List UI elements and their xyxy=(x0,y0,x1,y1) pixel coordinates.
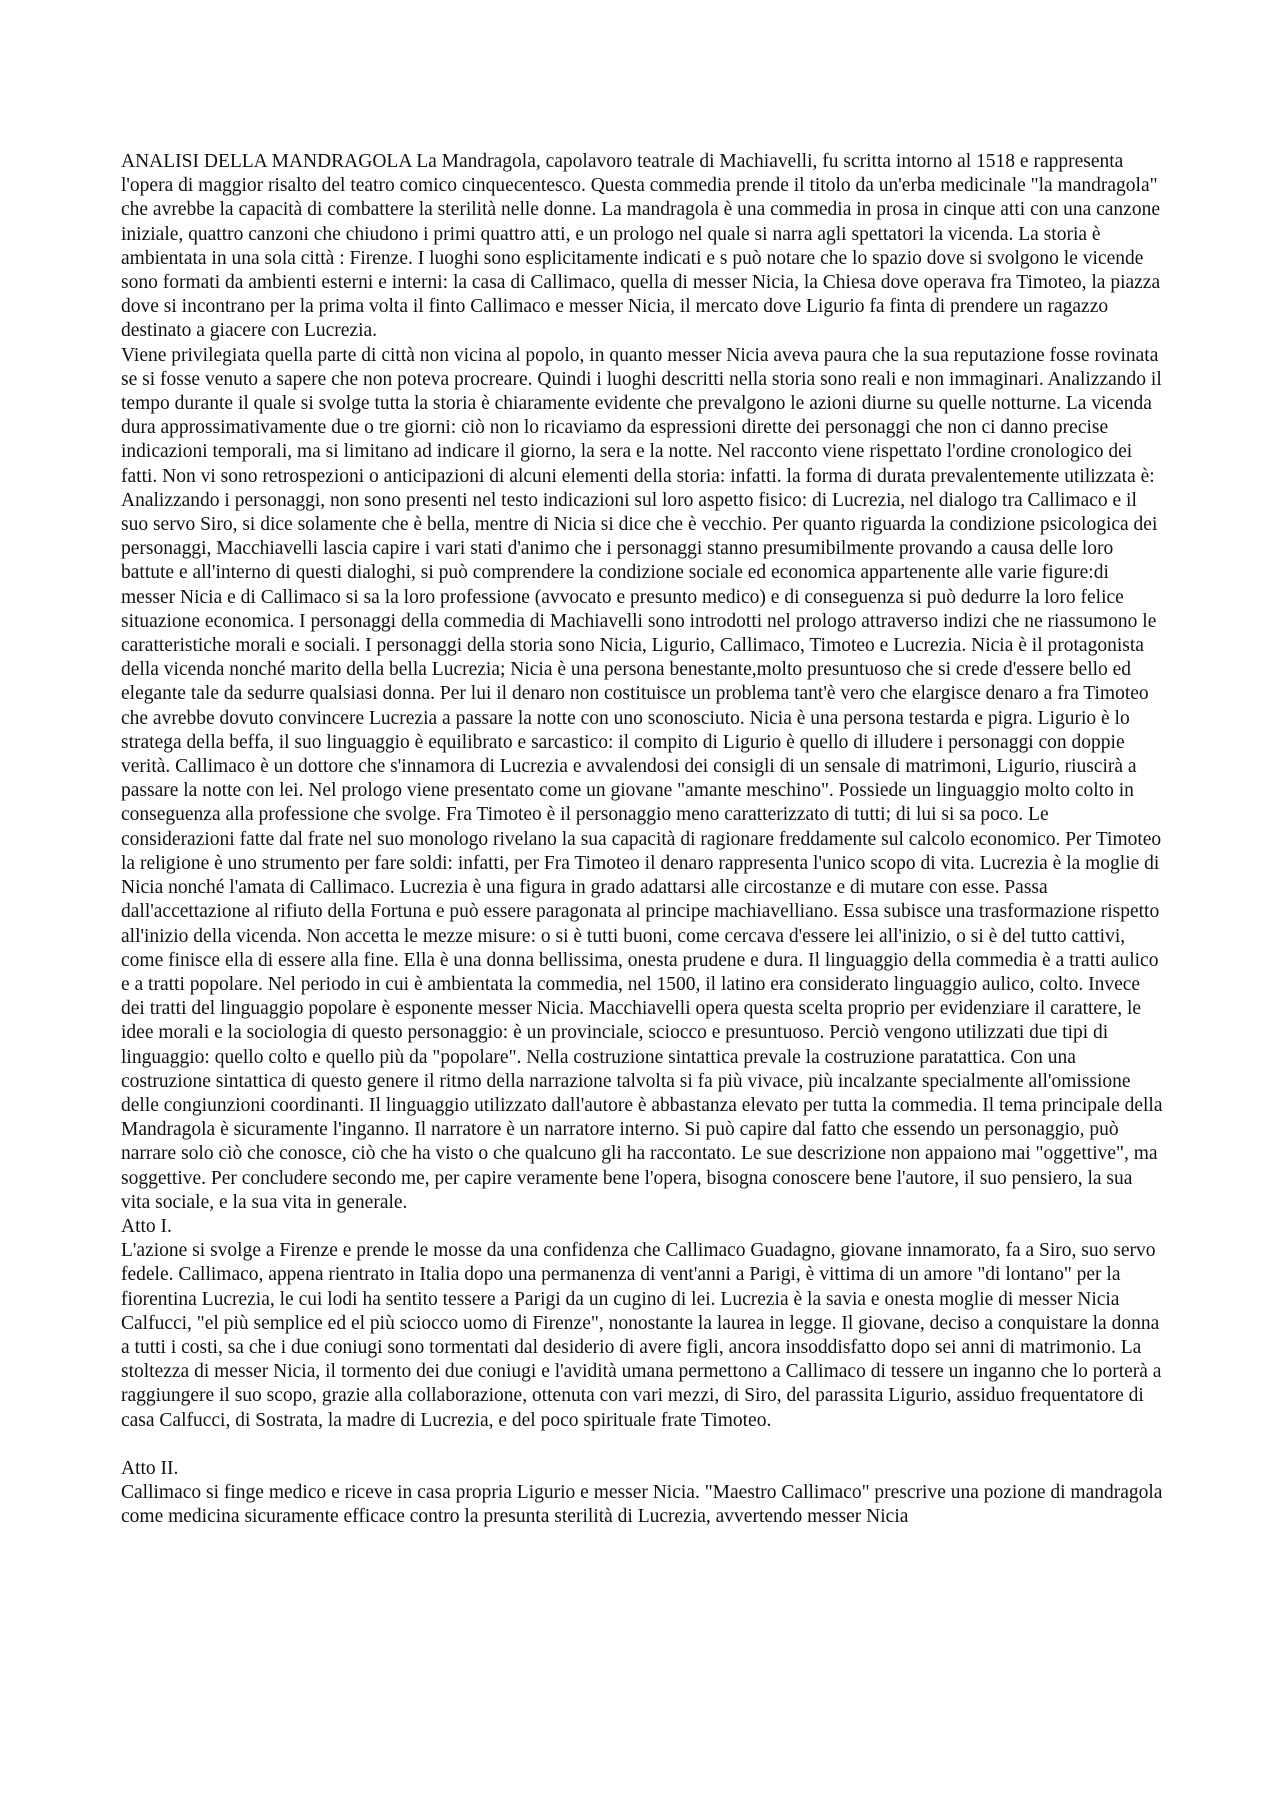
paragraph-analysis: Viene privilegiata quella parte di città non vicina al popolo, in quanto messer Nicia aveva paura che la sua reputazione fosse rovinata se si fosse venuto a sapere che non poteva procreare. Quindi i luoghi descritti nella storia sono reali e non immaginari. Analizzando il tempo durante il quale si svolge tutta la storia è chiaramente evidente che prevalgono le azioni diurne su quelle notturne. La vicenda dura approssimativamente due o tre giorni: ciò non lo ricaviamo da espressioni dirette dei personaggi che non ci danno precise indicazioni temporali, ma si limitano ad indicare il giorno, la sera e la notte. Nel racconto viene rispettato l'ordine cronologico dei fatti. Non vi sono retrospezioni o anticipazioni di alcuni elementi della storia: infatti. la forma di durata prevalentemente utilizzata è: Analizzando i personaggi, non sono presenti nel testo indicazioni sul loro aspetto fisico: di Lucrezia, nel dialogo tra Callimaco e il suo servo Siro, si dice solamente che è bella, mentre di Nicia si dice che è vecchio. Per quanto riguarda la condizione psicologica dei personaggi, Macchiavelli lascia capire i vari stati d'animo che i personaggi stanno presumibilmente provando a causa delle loro battute e all'interno di questi dialoghi, si può comprendere la condizione sociale ed economica appartenente alle varie figure:di messer Nicia e di Callimaco si sa la loro professione (avvocato e presunto medico) e di conseguenza si può dedurre la loro felice situazione economica. I personaggi della commedia di Machiavelli sono introdotti nel prologo attraverso indizi che ne riassumono le caratteristiche morali e sociali. I personaggi della storia sono Nicia, Ligurio, Callimaco, Timoteo e Lucrezia. Nicia è il protagonista della vicenda nonché marito della bella Lucrezia; Nicia è una persona benestante,molto presuntuoso che si crede d'essere bello ed elegante tale da sedurre qualsiasi donna. Per lui il denaro non costituisce un problema tant'è vero che elargisce denaro a fra Timoteo che avrebbe dovuto convincere Lucrezia a passare la notte con uno sconosciuto. Nicia è una persona testarda e pigra. Ligurio è lo stratega della beffa, il suo linguaggio è equilibrato e sarcastico: il compito di Ligurio è quello di illudere i personaggi con doppie verità. Callimaco è un dottore che s'innamora di Lucrezia e avvalendosi dei consigli di un sensale di matrimoni, Ligurio, riuscirà a passare la notte con lei. Nel prologo viene presentato come un giovane "amante meschino". Possiede un linguaggio molto colto in conseguenza alla professione che svolge. Fra Timoteo è il personaggio meno caratterizzato di tutti; di lui si sa poco. Le considerazioni fatte dal frate nel suo monologo rivelano la sua capacità di ragionare freddamente sul calcolo economico. Per Timoteo la religione è uno strumento per fare soldi: infatti, per Fra Timoteo il denaro rappresenta l'unico scopo di vita. Lucrezia è la moglie di Nicia nonché l'amata di Callimaco. Lucrezia è una figura in grado adattarsi alle circostanze e di mutare con esse. Passa dall'accettazione al rifiuto della Fortuna e può essere paragonata al principe machiavelliano. Essa subisce una trasformazione rispetto all'inizio della vicenda. Non accetta le mezze misure: o si è tutti buoni, come cercava d'essere lei all'inizio, o si è del tutto cattivi, come finisce ella di essere alla fine. Ella è una donna bellissima, onesta prudene e dura. Il linguaggio della commedia è a tratti aulico e a tratti popolare. Nel periodo in cui è ambientata la commedia, nel 1500, il latino era considerato linguaggio aulico, colto. Invece dei tratti del linguaggio popolare è esponente messer Nicia. Macchiavelli opera questa scelta proprio per evidenziare il carattere, le idee morali e la sociologia di questo personaggio: è un provinciale, sciocco e presuntuoso. Perciò vengono utilizzati due tipi di linguaggio: quello colto e quello più da "popolare". Nella costruzione sintattica prevale la costruzione paratattica. Con una costruzione sintattica di questo genere il ritmo della narrazione talvolta si fa più vivace, più incalzante specialmente all'omissione delle congiunzioni coordinanti. Il linguaggio utilizzato dall'autore è abbastanza elevato per tutta la commedia. Il tema principale della Mandragola è sicuramente l'inganno. Il narratore è un narratore interno. Si può capire dal fatto che essendo un personaggio, può narrare solo ciò che conosce, ciò che ha visto o che qualcuno gli ha raccontato. Le sue descrizione non appaiono mai "oggettive", ma soggettive. Per concludere secondo me, per capire veramente bene l'opera, bisogna conoscere bene l'autore, il suo pensiero, la sua vita sociale, e la sua vita in generale. xyxy=(121,344,1163,1213)
paragraph-atto-1: L'azione si svolge a Firenze e prende le mosse da una confidenza che Callimaco Guadagno, giovane innamorato, fa a Siro, suo servo fedele. Callimaco, appena rientrato in Italia dopo una permanenza di vent'anni a Parigi, è vittima di un amore "di lontano" per la fiorentina Lucrezia, le cui lodi ha sentito tessere a Parigi da un cugino di lei. Lucrezia è la savia e onesta moglie di messer Nicia Calfucci, "el più semplice ed el più sciocco uomo di Firenze", nonostante la laurea in legge. Il giovane, deciso a conquistare la donna a tutti i costi, sa che i due coniugi sono tormentati dal desiderio di avere figli, ancora insoddisfatto dopo sei anni di matrimonio. La stoltezza di messer Nicia, il tormento dei due coniugi e l'avidità umana permettono a Callimaco di tessere un inganno che lo porterà a raggiungere il suo scopo, grazie alla collaborazione, ottenuta con vari mezzi, di Siro, del parassita Ligurio, assiduo frequentatore di casa Calfucci, di Sostrata, la madre di Lucrezia, e del poco spirituale frate Timoteo. xyxy=(121,1240,1162,1431)
paragraph-gap xyxy=(121,1433,1166,1457)
paragraph-intro: ANALISI DELLA MANDRAGOLA La Mandragola, capolavoro teatrale di Machiavelli, fu scritta intorno al 1518 e rappresenta l'opera di maggior risalto del teatro comico cinquecentesco. Questa commedia prende il titolo da un'erba medicinale "la mandragola" che avrebbe la capacità di combattere la sterilità nelle donne. La mandragola è una commedia in prosa in cinque atti con una canzone iniziale, quattro canzoni che chiudono i primi quattro atti, e un prologo nel quale si narra agli spettatori la vicenda. La storia è ambientata in una sola città : Firenze. I luoghi sono esplicitamente indicati e s può notare che lo spazio dove si svolgono le vicende sono formati da ambienti esterni e interni: la casa di Callimaco, quella di messer Nicia, la Chiesa dove operava fra Timoteo, la piazza dove si incontrano per la prima volta il finto Callimaco e messer Nicia, il mercato dove Ligurio fa finta di prendere un ragazzo destinato a giacere con Lucrezia. xyxy=(121,151,1161,342)
heading-atto-1: Atto I. xyxy=(121,1215,172,1237)
paragraph-atto-2: Callimaco si finge medico e riceve in casa propria Ligurio e messer Nicia. "Maestro Callimaco" prescrive una pozione di mandragola come medicina sicuramente efficace contro la presunta sterilità di Lucrezia, avvertendo messer Nicia xyxy=(121,1481,1163,1528)
document-body xyxy=(121,150,1166,1529)
heading-atto-2: Atto II. xyxy=(121,1457,179,1479)
